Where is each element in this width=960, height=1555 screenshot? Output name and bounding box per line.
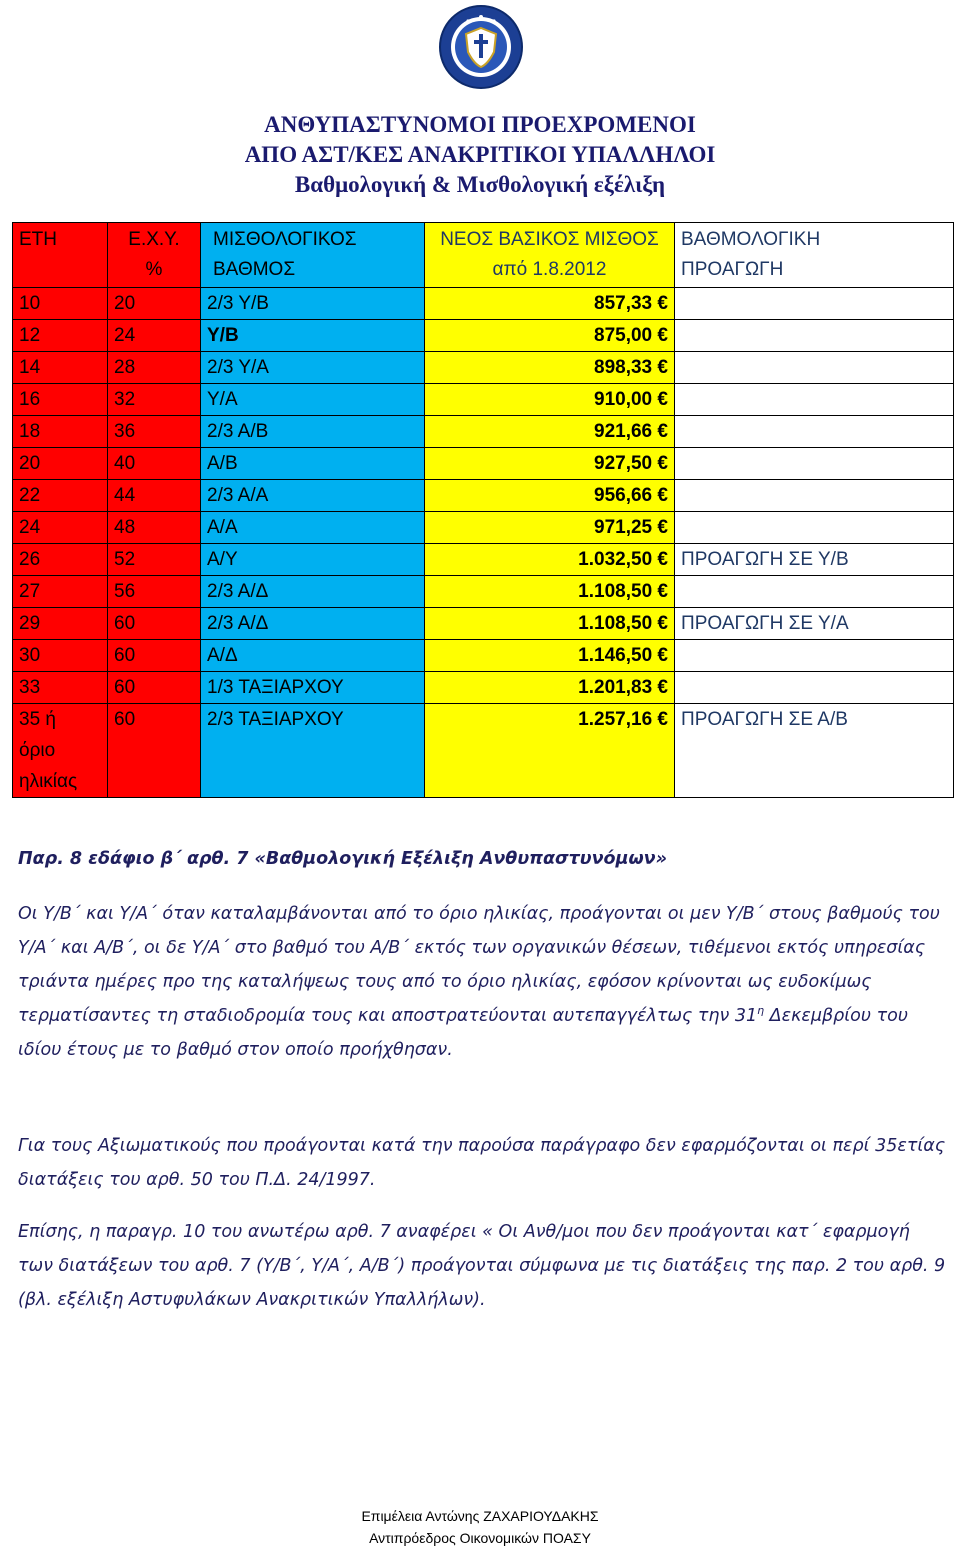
cell-allowance: 20 [108, 288, 201, 320]
cell-grade: 1/3 ΤΑΞΙΑΡΧΟΥ [201, 672, 425, 704]
cell-promotion [675, 672, 954, 704]
euro-symbol: € [657, 549, 668, 570]
euro-symbol: € [657, 357, 668, 378]
cell-years: 33 [13, 672, 108, 704]
cell-allowance: 48 [108, 512, 201, 544]
table-row [13, 288, 954, 320]
cell-years: 35 ή όριο ηλικίας [13, 704, 108, 798]
cell-years: 16 [13, 384, 108, 416]
cell-promotion [675, 512, 954, 544]
cell-promotion [675, 320, 954, 352]
cell-promotion: ΠΡΟΑΓΩΓΗ ΣΕ Α/Β [675, 704, 954, 798]
euro-symbol: € [657, 389, 668, 410]
table-row [13, 352, 954, 384]
table-row [13, 480, 954, 512]
legal-reference: Παρ. 8 εδάφιο β΄ αρθ. 7 «Βαθμολογική Εξέλιξη Ανθυπαστυνόμων» [18, 849, 667, 869]
page-title-line1: ΑΝΘΥΠΑΣΤΥΝΟΜΟΙ ΠΡΟΕΧΡΟΜΕΝΟΙ [264, 112, 696, 137]
page-title-line2: ΑΠΟ ΑΣΤ/ΚΕΣ ΑΝΑΚΡΙΤΙΚΟΙ ΥΠΑΛΛΗΛΟΙ [244, 142, 716, 167]
cell-salary: 1.257,16 € [425, 704, 675, 798]
table-row [13, 640, 954, 672]
cell-grade: 2/3 Α/Δ [201, 576, 425, 608]
note-paragraph-officers: Για τους Αξιωματικούς που προάγονται κατά την παρούσα παράγραφο δεν εφαρμόζονται οι περί 35ετίας διατάξεις του αρθ. 50 του Π.Δ. 24/1997. [18, 1136, 946, 1190]
table-row [13, 672, 954, 704]
euro-symbol: € [657, 613, 668, 634]
cell-promotion [675, 416, 954, 448]
euro-symbol: € [657, 517, 668, 538]
header-years: ΕΤΗ [13, 223, 108, 288]
cell-salary: 1.108,50 € [425, 608, 675, 640]
table-row [13, 704, 954, 798]
table-row [13, 384, 954, 416]
cell-salary: 898,33 € [425, 352, 675, 384]
table-row [13, 448, 954, 480]
cell-salary: 1.201,83 € [425, 672, 675, 704]
cell-years: 14 [13, 352, 108, 384]
cell-promotion: ΠΡΟΑΓΩΓΗ ΣΕ Υ/Β [675, 544, 954, 576]
cell-allowance: 56 [108, 576, 201, 608]
cell-years: 24 [13, 512, 108, 544]
euro-symbol: € [657, 453, 668, 474]
cell-allowance: 60 [108, 704, 201, 798]
ordinal-superscript: η [757, 1004, 765, 1018]
cell-allowance: 60 [108, 640, 201, 672]
cell-promotion [675, 448, 954, 480]
header-pay-grade: ΜΙΣΘΟΛΟΓΙΚΟΣ ΒΑΘΜΟΣ [201, 223, 425, 288]
union-emblem-logo [438, 4, 524, 90]
header-promotion: ΒΑΘΜΟΛΟΓΙΚΗ ΠΡΟΑΓΩΓΗ [675, 223, 954, 288]
cell-years: 10 [13, 288, 108, 320]
salary-progression-table [12, 222, 954, 798]
cell-salary: 956,66 € [425, 480, 675, 512]
note-paragraph-retirement: Οι Υ/Β΄ και Υ/Α΄ όταν καταλαμβάνονται από το όριο ηλικίας, προάγονται οι μεν Υ/Β΄ στους βαθμούς του Υ/Α΄ και Α/Β΄, οι δε Υ/Α΄ στο βαθμό του Α/Β΄ εκτός των οργανικών θέσεων, τιθέμενοι εκτός υπηρεσίας τριάντα ημέρες προ της καταλήψεως τους από το όριο ηλικίας, εφόσον κρίνονται ως ευδοκίμως τερματίσαντες τη σταδιοδρομία τους και αποστρατεύονται αυτεπαγγέλτως την $31^\eta$ Δεκεμβρίου του ιδίου έτους με το βαθμό στον οποίο προήχθησαν. [18, 904, 940, 1060]
cell-promotion [675, 384, 954, 416]
cell-salary: 971,25 € [425, 512, 675, 544]
cell-allowance: 28 [108, 352, 201, 384]
cell-allowance: 60 [108, 608, 201, 640]
cell-promotion: ΠΡΟΑΓΩΓΗ ΣΕ Υ/Α [675, 608, 954, 640]
euro-symbol: € [657, 677, 668, 698]
euro-symbol: € [657, 709, 668, 730]
table-row [13, 320, 954, 352]
cell-grade: 2/3 Α/Α [201, 480, 425, 512]
table-header-row [13, 223, 954, 288]
cell-grade: Α/Β [201, 448, 425, 480]
footer-editor: Επιμέλεια Αντώνης ΖΑΧΑΡΙΟΥΔΑΚΗΣ [361, 1508, 599, 1524]
cell-grade: 2/3 Υ/Β [201, 288, 425, 320]
page-subtitle: Βαθμολογική & Μισθολογική εξέλιξη [294, 172, 666, 197]
cell-salary: 910,00 € [425, 384, 675, 416]
header-salary: ΝΕΟΣ ΒΑΣΙΚΟΣ ΜΙΣΘΟΣ από 1.8.2012 [425, 223, 675, 288]
cell-promotion [675, 480, 954, 512]
table-row [13, 576, 954, 608]
header-allowance: Ε.Χ.Υ. % [108, 223, 201, 288]
cell-allowance: 24 [108, 320, 201, 352]
cell-grade: 2/3 ΤΑΞΙΑΡΧΟΥ [201, 704, 425, 798]
cell-allowance: 32 [108, 384, 201, 416]
footer-role: Αντιπρόεδρος Οικονομικών ΠΟΑΣΥ [369, 1530, 591, 1546]
cell-salary: 875,00 € [425, 320, 675, 352]
euro-symbol: € [657, 485, 668, 506]
cell-grade: Υ/Α [201, 384, 425, 416]
cell-salary: 857,33 € [425, 288, 675, 320]
table-row [13, 416, 954, 448]
euro-symbol: € [657, 581, 668, 602]
cell-allowance: 40 [108, 448, 201, 480]
cell-grade: 2/3 Υ/Α [201, 352, 425, 384]
euro-symbol: € [657, 645, 668, 666]
cell-years: 29 [13, 608, 108, 640]
note-paragraph-exceptions: Επίσης, η παραγρ. 10 του ανωτέρω αρθ. 7 αναφέρει « Οι Ανθ/μοι που δεν προάγονται κατ΄ εφαρμογή των διατάξεων του αρθ. 7 (Υ/Β΄, Υ/Α΄, Α/Β΄) προάγονται σύμφωνα με τις διατάξεις της παρ. 2 του αρθ. 9 (βλ. εξέλιξη Αστυφυλάκων Ανακριτικών Υπαλλήλων). [18, 1222, 946, 1310]
cell-promotion [675, 352, 954, 384]
cell-grade: Α/Α [201, 512, 425, 544]
cell-salary: 1.108,50 € [425, 576, 675, 608]
cell-promotion [675, 640, 954, 672]
cell-salary: 927,50 € [425, 448, 675, 480]
cell-grade: 2/3 Α/Β [201, 416, 425, 448]
cell-salary: 921,66 € [425, 416, 675, 448]
cell-years: 18 [13, 416, 108, 448]
cell-years: 27 [13, 576, 108, 608]
cell-allowance: 60 [108, 672, 201, 704]
cell-promotion [675, 288, 954, 320]
cell-years: 12 [13, 320, 108, 352]
table-row [13, 512, 954, 544]
table-row [13, 608, 954, 640]
euro-symbol: € [657, 421, 668, 442]
cell-grade: Α/Δ [201, 640, 425, 672]
cell-promotion [675, 576, 954, 608]
cell-years: 20 [13, 448, 108, 480]
cell-allowance: 52 [108, 544, 201, 576]
cell-salary: 1.032,50 € [425, 544, 675, 576]
table-row [13, 544, 954, 576]
euro-symbol: € [657, 293, 668, 314]
cell-salary: 1.146,50 € [425, 640, 675, 672]
cell-grade: Υ/Β [201, 320, 425, 352]
cell-years: 26 [13, 544, 108, 576]
cell-allowance: 36 [108, 416, 201, 448]
cell-years: 22 [13, 480, 108, 512]
cell-allowance: 44 [108, 480, 201, 512]
cell-grade: 2/3 Α/Δ [201, 608, 425, 640]
cell-years: 30 [13, 640, 108, 672]
euro-symbol: € [657, 325, 668, 346]
cell-grade: Α/Υ [201, 544, 425, 576]
